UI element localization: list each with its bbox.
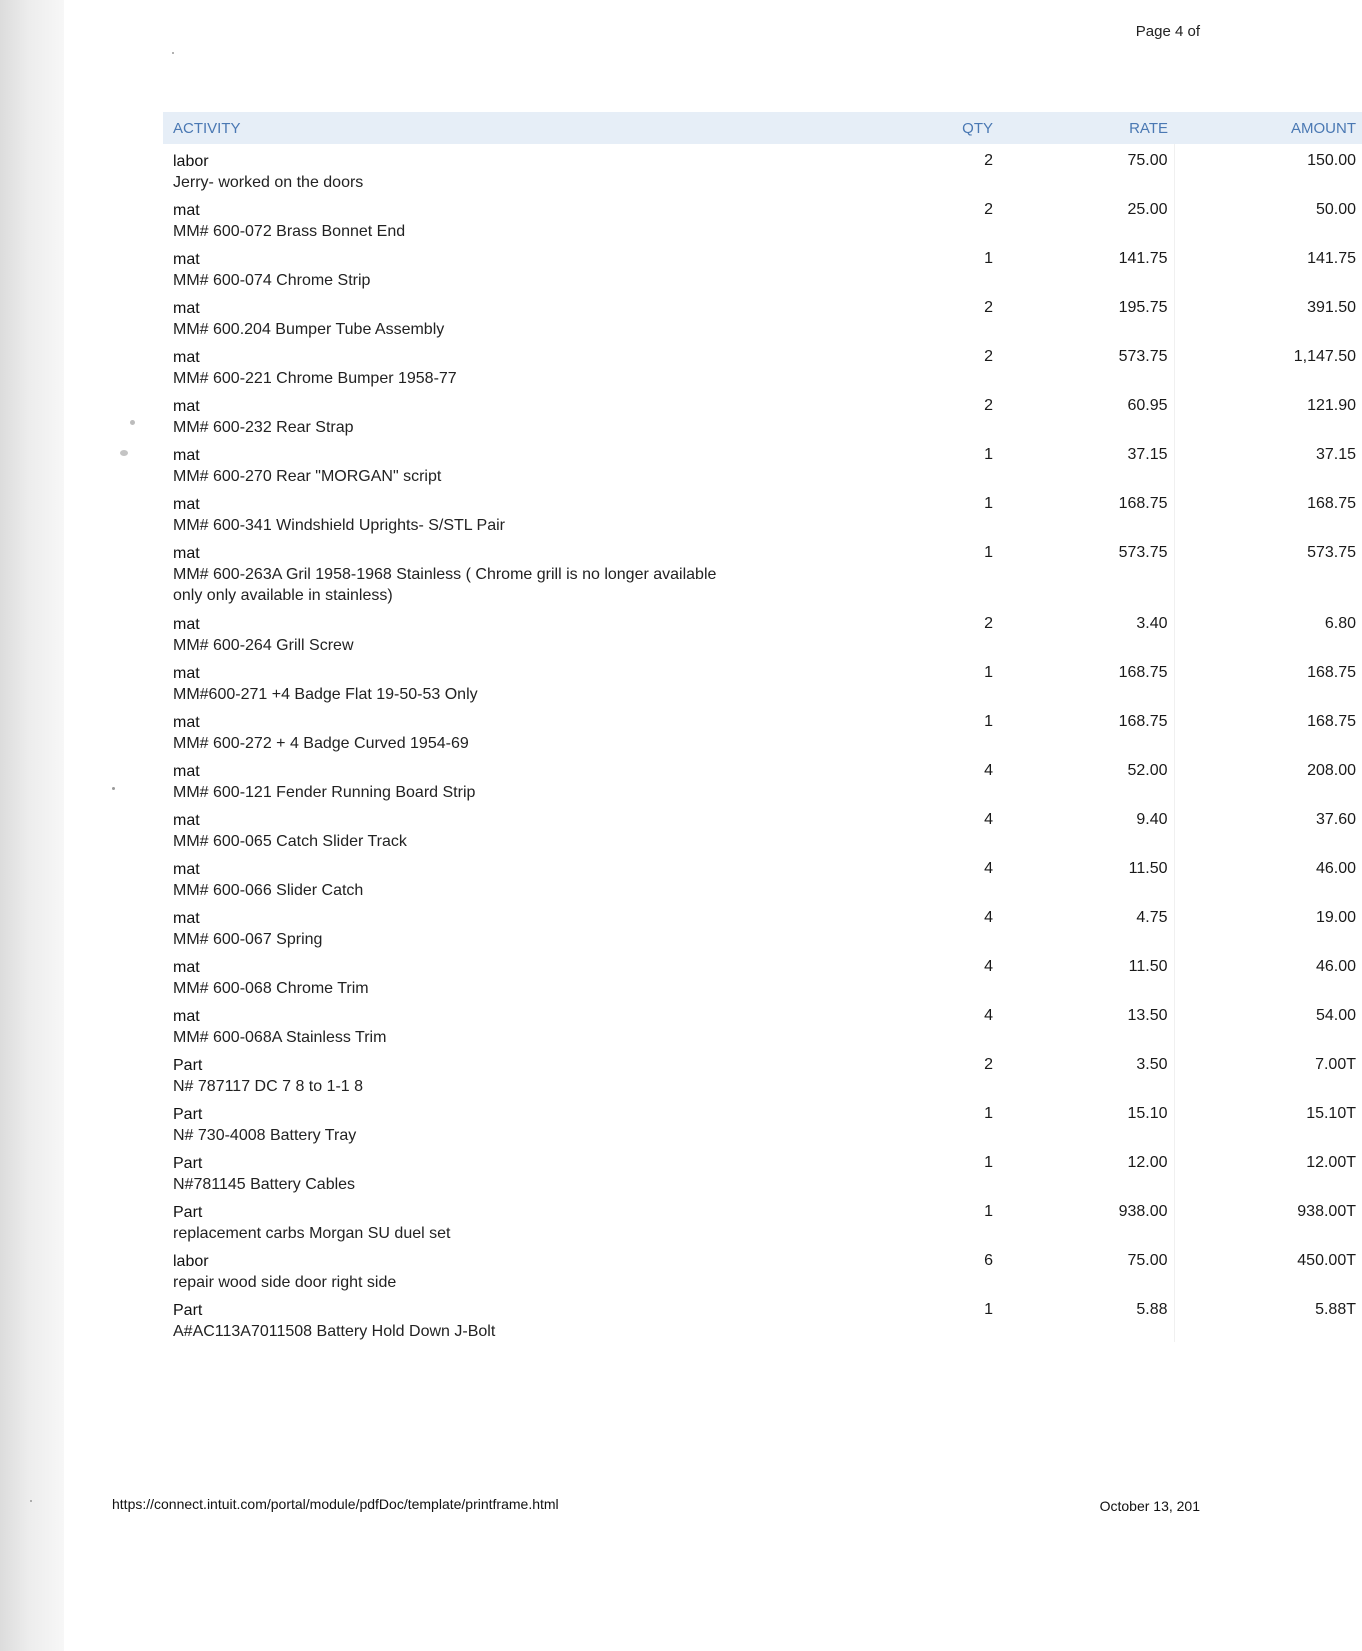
- activity-type: mat: [173, 496, 200, 513]
- scan-speck: [130, 420, 135, 425]
- activity-cell: [163, 144, 733, 193]
- amount-cell: 1,147.50: [1293, 348, 1356, 365]
- rate-cell: 9.40: [993, 803, 1174, 852]
- qty-cell: 4: [984, 811, 993, 828]
- activity-type: mat: [173, 447, 200, 464]
- activity-description: Jerry- worked on the doors: [173, 174, 364, 191]
- activity-cell: [163, 1097, 733, 1146]
- table-row: [163, 607, 1362, 656]
- qty-cell: 1: [984, 1301, 993, 1318]
- footer-date: October 13, 201: [1099, 1498, 1200, 1514]
- page-number: Page 4 of: [1135, 23, 1200, 40]
- activity-description: MM# 600-272 + 4 Badge Curved 1954-69: [173, 735, 469, 752]
- activity-description: MM# 600-066 Slider Catch: [173, 882, 364, 899]
- amount-cell: 208.00: [1307, 762, 1356, 779]
- amount-cell: 121.90: [1307, 397, 1356, 414]
- amount-cell: 15.10T: [1306, 1105, 1356, 1122]
- rate-cell: 52.00: [993, 754, 1174, 803]
- amount-cell: 573.75: [1307, 544, 1356, 561]
- rate-cell: 75.00: [993, 144, 1174, 193]
- activity-description: MM# 600-072 Brass Bonnet End: [173, 223, 406, 240]
- activity-type: mat: [173, 398, 200, 415]
- rate-cell: 168.75: [993, 656, 1174, 705]
- activity-type: mat: [173, 545, 200, 562]
- table-row: [163, 999, 1362, 1048]
- activity-type: mat: [173, 910, 200, 927]
- activity-description: MM# 600-121 Fender Running Board Strip: [173, 784, 476, 801]
- scan-speck: [112, 787, 115, 790]
- table-row: [163, 536, 1362, 607]
- qty-cell: 1: [984, 495, 993, 512]
- activity-description: N# 787117 DC 7 8 to 1-1 8: [173, 1078, 364, 1095]
- table-header-row: [163, 112, 1362, 144]
- activity-description: MM# 600-068A Stainless Trim: [173, 1029, 387, 1046]
- amount-cell: 54.00: [1315, 1007, 1356, 1024]
- table-row: [163, 950, 1362, 999]
- activity-cell: [163, 705, 733, 754]
- qty-cell: 4: [984, 762, 993, 779]
- table-row: [163, 1048, 1362, 1097]
- activity-type: Part: [173, 1106, 203, 1123]
- activity-cell: [163, 999, 733, 1048]
- activity-cell: [163, 1146, 733, 1195]
- activity-cell: [163, 803, 733, 852]
- activity-type: mat: [173, 251, 200, 268]
- qty-cell: 4: [984, 909, 993, 926]
- rate-cell: 25.00: [993, 193, 1174, 242]
- qty-cell: 2: [984, 615, 993, 632]
- activity-cell: [163, 1048, 733, 1097]
- qty-cell: 1: [984, 713, 993, 730]
- activity-description: MM# 600-065 Catch Slider Track: [173, 833, 407, 850]
- amount-cell: 37.15: [1315, 446, 1356, 463]
- qty-cell: 1: [984, 664, 993, 681]
- activity-description: MM#600-271 +4 Badge Flat 19-50-53 Only: [173, 686, 478, 703]
- table-row: [163, 705, 1362, 754]
- table-row: [163, 242, 1362, 291]
- scan-speck: [30, 1500, 32, 1502]
- rate-cell: 195.75: [993, 291, 1174, 340]
- activity-cell: [163, 340, 733, 389]
- table-row: [163, 803, 1362, 852]
- table-row: [163, 340, 1362, 389]
- table-row: [163, 291, 1362, 340]
- activity-type: Part: [173, 1155, 203, 1172]
- qty-cell: 4: [984, 860, 993, 877]
- activity-description: replacement carbs Morgan SU duel set: [173, 1225, 451, 1242]
- table-row: [163, 1244, 1362, 1293]
- table-row: [163, 438, 1362, 487]
- rate-cell: 938.00: [993, 1195, 1174, 1244]
- activity-cell: [163, 1293, 733, 1342]
- activity-type: labor: [173, 1253, 209, 1270]
- column-header-amount: AMOUNT: [1291, 119, 1356, 137]
- activity-description: A#AC113A7011508 Battery Hold Down J-Bolt: [173, 1323, 496, 1340]
- activity-type: mat: [173, 349, 200, 366]
- column-header-qty: QTY: [962, 119, 993, 137]
- qty-cell: 2: [984, 152, 993, 169]
- qty-cell: 2: [984, 1056, 993, 1073]
- scan-edge-shadow: [0, 0, 64, 1651]
- activity-description: MM# 600-341 Windshield Uprights- S/STL Pair: [173, 517, 505, 534]
- qty-cell: 1: [984, 1105, 993, 1122]
- activity-description: MM# 600-270 Rear "MORGAN" script: [173, 468, 442, 485]
- amount-cell: 168.75: [1307, 664, 1356, 681]
- amount-cell: 37.60: [1315, 811, 1356, 828]
- table-row: [163, 754, 1362, 803]
- activity-type: mat: [173, 1008, 200, 1025]
- table-row: [163, 901, 1362, 950]
- amount-cell: 150.00: [1307, 152, 1356, 169]
- activity-description: MM# 600-221 Chrome Bumper 1958-77: [173, 370, 457, 387]
- table-row: [163, 656, 1362, 705]
- table-row: [163, 1195, 1362, 1244]
- scan-speck: [120, 450, 128, 456]
- activity-cell: [163, 242, 733, 291]
- amount-cell: 391.50: [1307, 299, 1356, 316]
- rate-cell: 5.88: [993, 1293, 1174, 1342]
- table-row: [163, 389, 1362, 438]
- activity-description: N# 730-4008 Battery Tray: [173, 1127, 357, 1144]
- activity-type: Part: [173, 1302, 203, 1319]
- activity-type: mat: [173, 861, 200, 878]
- amount-cell: 141.75: [1307, 250, 1356, 267]
- activity-cell: [163, 438, 733, 487]
- rate-cell: 573.75: [993, 340, 1174, 389]
- table-row: [163, 1097, 1362, 1146]
- table-row: [163, 1293, 1362, 1342]
- qty-cell: 1: [984, 1154, 993, 1171]
- activity-description: MM# 600-264 Grill Screw: [173, 637, 354, 654]
- activity-type: mat: [173, 665, 200, 682]
- amount-cell: 50.00: [1315, 201, 1356, 218]
- amount-cell: 168.75: [1307, 713, 1356, 730]
- activity-cell: [163, 754, 733, 803]
- rate-cell: 141.75: [993, 242, 1174, 291]
- rate-cell: 573.75: [993, 536, 1174, 607]
- qty-cell: 1: [984, 544, 993, 561]
- activity-type: mat: [173, 763, 200, 780]
- activity-cell: [163, 656, 733, 705]
- amount-cell: 450.00T: [1297, 1252, 1356, 1269]
- qty-cell: 2: [984, 397, 993, 414]
- amount-cell: 938.00T: [1297, 1203, 1356, 1220]
- activity-type: Part: [173, 1204, 203, 1221]
- amount-cell: 6.80: [1324, 615, 1356, 632]
- rate-cell: 4.75: [993, 901, 1174, 950]
- activity-cell: [163, 193, 733, 242]
- rate-cell: 11.50: [993, 950, 1174, 999]
- activity-type: mat: [173, 812, 200, 829]
- rate-cell: 13.50: [993, 999, 1174, 1048]
- column-header-activity: ACTIVITY: [173, 119, 241, 137]
- qty-cell: 6: [984, 1252, 993, 1269]
- rate-cell: 75.00: [993, 1244, 1174, 1293]
- activity-cell: [163, 1195, 733, 1244]
- activity-cell: [163, 291, 733, 340]
- activity-type: mat: [173, 616, 200, 633]
- rate-cell: 37.15: [993, 438, 1174, 487]
- rate-cell: 3.40: [993, 607, 1174, 656]
- amount-cell: 46.00: [1315, 958, 1356, 975]
- activity-cell: [163, 950, 733, 999]
- rate-cell: 168.75: [993, 487, 1174, 536]
- activity-type: mat: [173, 202, 200, 219]
- activity-description: MM# 600-074 Chrome Strip: [173, 272, 371, 289]
- rate-cell: 168.75: [993, 705, 1174, 754]
- activity-cell: [163, 536, 733, 607]
- invoice-line-items-table: [163, 112, 1362, 1342]
- table-row: [163, 1146, 1362, 1195]
- activity-type: mat: [173, 714, 200, 731]
- amount-cell: 5.88T: [1315, 1301, 1356, 1318]
- activity-cell: [163, 487, 733, 536]
- rate-cell: 3.50: [993, 1048, 1174, 1097]
- table-row: [163, 487, 1362, 536]
- table-row: [163, 852, 1362, 901]
- qty-cell: 2: [984, 201, 993, 218]
- activity-description: MM# 600-232 Rear Strap: [173, 419, 354, 436]
- rate-cell: 12.00: [993, 1146, 1174, 1195]
- activity-type: labor: [173, 153, 209, 170]
- activity-type: Part: [173, 1057, 203, 1074]
- qty-cell: 1: [984, 250, 993, 267]
- rate-cell: 11.50: [993, 852, 1174, 901]
- activity-description: MM# 600-067 Spring: [173, 931, 323, 948]
- rate-cell: 60.95: [993, 389, 1174, 438]
- qty-cell: 2: [984, 299, 993, 316]
- activity-description: N#781145 Battery Cables: [173, 1176, 356, 1193]
- activity-type: mat: [173, 300, 200, 317]
- qty-cell: 2: [984, 348, 993, 365]
- activity-description: repair wood side door right side: [173, 1274, 397, 1291]
- table-row: [163, 144, 1362, 193]
- activity-cell: [163, 389, 733, 438]
- amount-cell: 12.00T: [1306, 1154, 1356, 1171]
- activity-description: MM# 600-068 Chrome Trim: [173, 980, 369, 997]
- activity-cell: [163, 607, 733, 656]
- rate-cell: 15.10: [993, 1097, 1174, 1146]
- activity-cell: [163, 901, 733, 950]
- amount-cell: 168.75: [1307, 495, 1356, 512]
- activity-description: MM# 600.204 Bumper Tube Assembly: [173, 321, 445, 338]
- amount-cell: 7.00T: [1315, 1056, 1356, 1073]
- activity-cell: [163, 1244, 733, 1293]
- qty-cell: 4: [984, 1007, 993, 1024]
- table-row: [163, 193, 1362, 242]
- amount-cell: 19.00: [1315, 909, 1356, 926]
- amount-cell: 46.00: [1315, 860, 1356, 877]
- activity-cell: [163, 852, 733, 901]
- footer-url: https://connect.intuit.com/portal/module/pdfDoc/template/printframe.html: [112, 1496, 559, 1512]
- qty-cell: 1: [984, 1203, 993, 1220]
- qty-cell: 1: [984, 446, 993, 463]
- activity-type: mat: [173, 959, 200, 976]
- activity-description: MM# 600-263A Gril 1958-1968 Stainless ( Chrome grill is no longer available only only available in stainless): [173, 566, 717, 604]
- scan-speck: [172, 52, 174, 54]
- qty-cell: 4: [984, 958, 993, 975]
- column-header-rate: RATE: [1129, 119, 1168, 137]
